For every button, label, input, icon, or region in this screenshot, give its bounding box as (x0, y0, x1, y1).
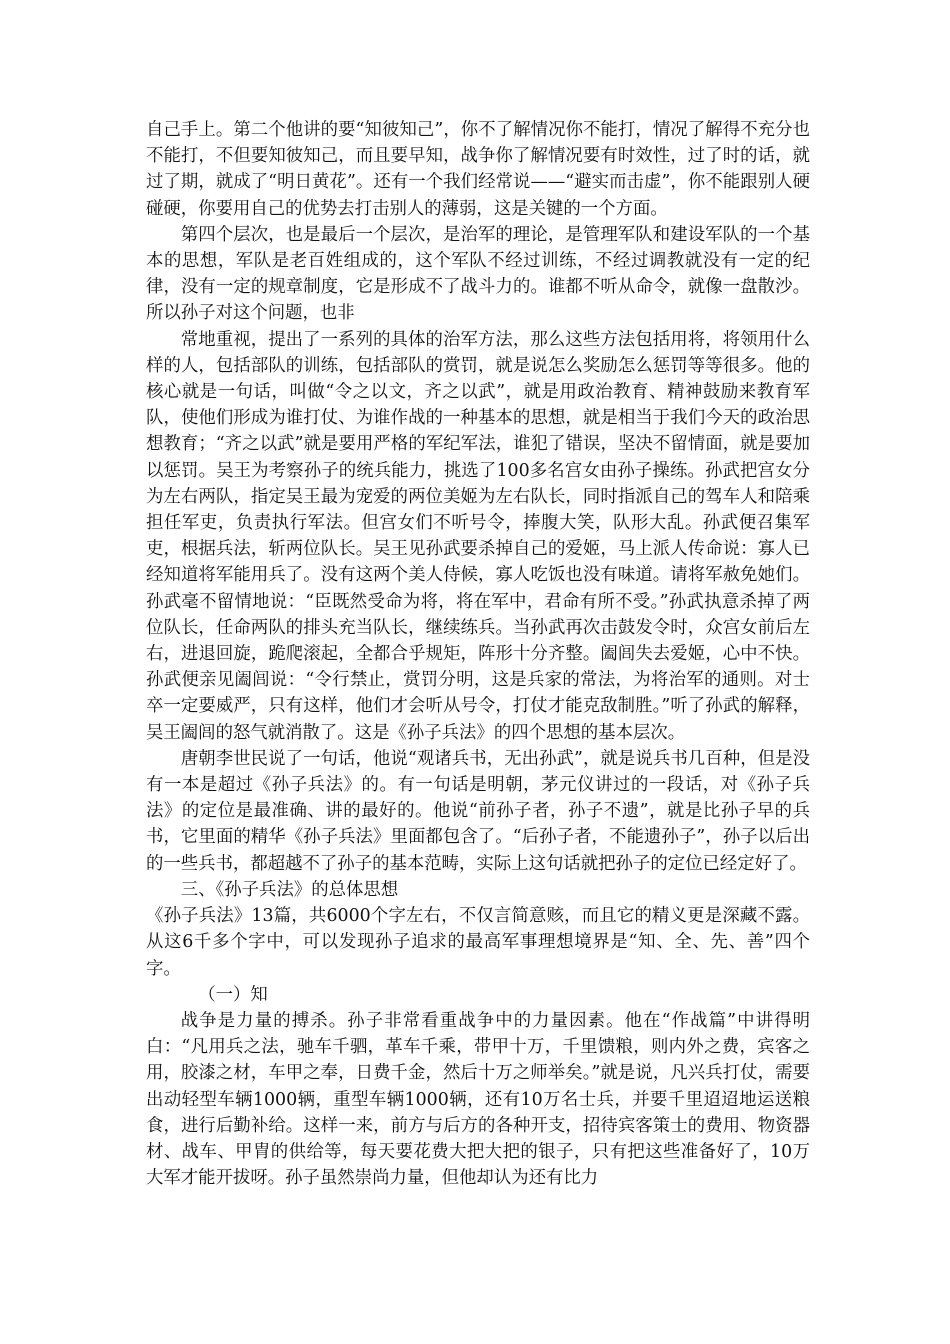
paragraph-overview: 《孙子兵法》13篇，共6000个字左右，不仅言简意赅，而且它的精义更是深藏不露。从这6千多个字中，可以发现孙子追求的最高军事理想境界是“知、全、先、善”四个字。 (146, 906, 810, 979)
body-text (146, 117, 810, 1191)
paragraph-strength: 战争是力量的搏杀。孙子非常看重战争中的力量因素。他在“作战篇”中讲得明白：“凡用兵之法，驰车千驷，革车千乘，带甲十万，千里馈粮，则内外之费，宾客之用，胶漆之材，车甲之奉，日费千金，然后十万之师举矣。”就是说，凡兴兵打仗，需要出动轻型车辆1000辆，重型车辆1000辆，还有10万名士兵，并要千里迢迢地运送粮食，进行后勤补给。这样一来，前方与后方的各种开支，招待宾客策士的费用、物资器材、战车、甲胄的供给等，每天要花费大把大把的银子，只有把这些准备好了，10万大军才能开拔呀。孙子虽然崇尚力量，但他却认为还有比力 (146, 1010, 810, 1189)
subsection-heading: （一）知 (198, 984, 268, 1005)
paragraph-li-shimin: 唐朝李世民说了一句话，他说“观诸兵书，无出孙武”，就是说兵书几百种，但是没有一本是超过《孙子兵法》的。有一句话是明朝，茅元仪讲过的一段话，对《孙子兵法》的定位是最准确、讲的最好的。他说“前孙子者，孙子不遗”，就是比孙子早的兵书，它里面的精华《孙子兵法》里面都包含了。“后孙子者，不能遗孙子”，孙子以后出的一些兵书，都超越不了孙子的基本范畴，实际上这句话就把孙子的定位已经定好了。 (146, 748, 810, 874)
paragraph-fourth-level: 第四个层次，也是最后一个层次，是治军的理论，是管理军队和建设军队的一个基本的思想，军队是老百姓组成的，这个军队不经过训练，不经过调教就没有一定的纪律，没有一定的规章制度，它是形成不了战斗力的。谁都不听从命令，就像一盘散沙。所以孙子对这个问题，也非 (146, 224, 810, 324)
section-heading: 三、《孙子兵法》的总体思想 (180, 879, 399, 900)
paragraph-continuation: 自己手上。第二个他讲的要“知彼知己”，你不了解情况你不能打，情况了解得不充分也不能打，不但要知彼知己，而且要早知，战争你了解情况要有时效性，过了时的话，就过了期，就成了“明日黄花”。还有一个我们经常说——“避实而击虚”，你不能跟别人硬碰硬，你要用自己的优势去打击别人的薄弱，这是关键的一个方面。 (146, 120, 810, 219)
paragraph-army-management: 常地重视，提出了一系列的具体的治军方法，那么这些方法包括用将，将领用什么样的人，包括部队的训练，包括部队的赏罚，就是说怎么奖励怎么惩罚等等很多。他的核心就是一句话，叫做“令之以文，齐之以武”，就是用政治教育、精神鼓励来教育军队，使他们形成为谁打仗、为谁作战的一种基本的思想，就是相当于我们今天的政治思想教育；“齐之以武”就是要用严格的军纪军法，谁犯了错误，坚决不留情面，就是要加以惩罚。吴王为考察孙子的统兵能力，挑选了100多名宫女由孙子操练。孙武把宫女分为左右两队，指定吴王最为宠爱的两位美姬为左右队长，同时指派自己的驾车人和陪乘担任军吏，负责执行军法。但宫女们不听号令，捧腹大笑，队形大乱。孙武便召集军吏，根据兵法，斩两位队长。吴王见孙武要杀掉自己的爱姬，马上派人传命说：寡人已经知道将军能用兵了。没有这两个美人侍候，寡人吃饭也没有味道。请将军赦免她们。孙武毫不留情地说：“臣既然受命为将，将在军中，君命有所不受。”孙武执意杀掉了两位队长，任命两队的排头充当队长，继续练兵。当孙武再次击鼓发令时，众宫女前后左右，进退回旋，跪爬滚起，全都合乎规矩，阵形十分齐整。阖闾失去爱姬，心中不快。孙武便亲见阖闾说：“令行禁止，赏罚分明，这是兵家的常法，为将治军的通则。对士卒一定要威严，只有这样，他们才会听从号令，打仗才能克敌制胜。”听了孙武的解释，吴王阖闾的怒气就消散了。这是《孙子兵法》的四个思想的基本层次。 (146, 329, 810, 743)
